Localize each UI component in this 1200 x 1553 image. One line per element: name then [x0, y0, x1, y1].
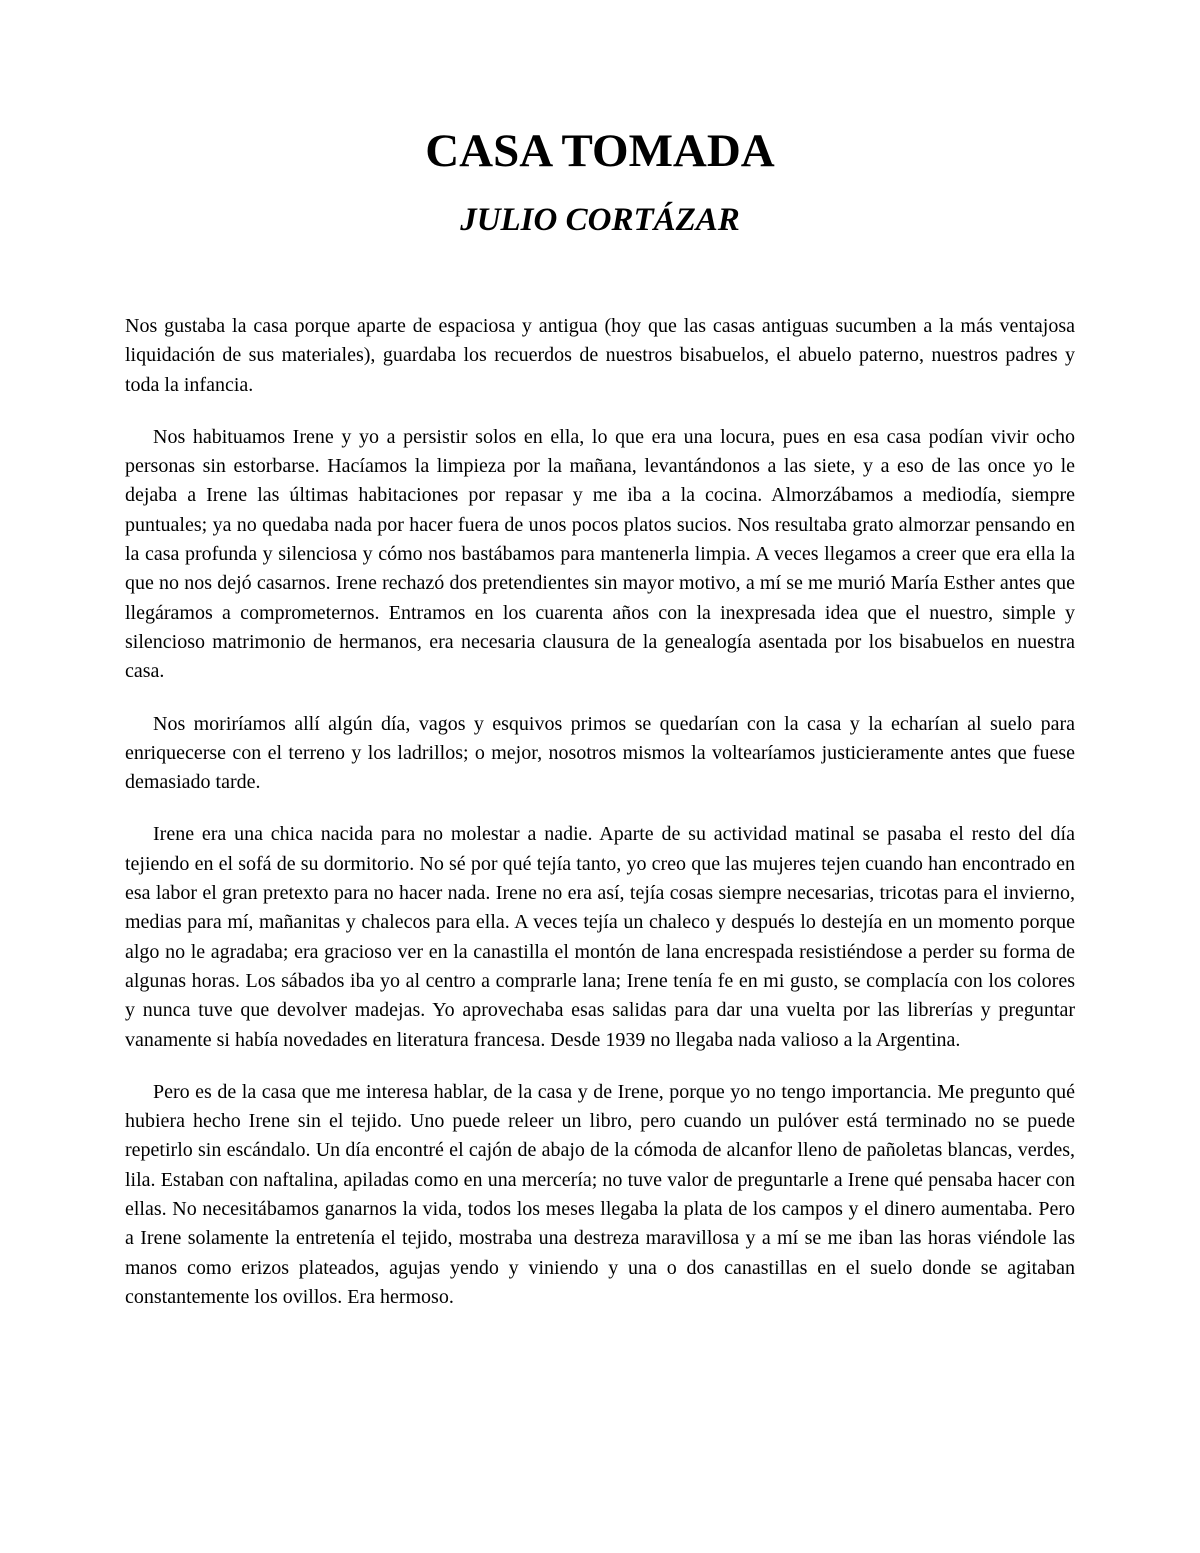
paragraph-5: Pero es de la casa que me interesa hablar, de la casa y de Irene, porque yo no tengo importancia. Me pregunto qué hubiera hecho Irene sin el tejido. Uno puede releer un libro, pero cuando un pulóver está terminado no se puede repetirlo sin escándalo. Un día encontré el cajón de abajo de la cómoda de alcanfor lleno de pañoletas blancas, verdes, lila. Estaban con naftalina, apiladas como en una mercería; no tuve valor de preguntarle a Irene qué pensaba hacer con ellas. No necesitábamos ganarnos la vida, todos los meses llegaba la plata de los campos y el dinero aumentaba. Pero a Irene solamente la entretenía el tejido, mostraba una destreza maravillosa y a mí se me iban las horas viéndole las manos como erizos plateados, agujas yendo y viniendo y una o dos canastillas en el suelo donde se agitaban constantemente los ovillos. Era hermoso. [125, 1080, 1075, 1308]
paragraph-4: Irene era una chica nacida para no molestar a nadie. Aparte de su actividad matinal se pasaba el resto del día tejiendo en el sofá de su dormitorio. No sé por qué tejía tanto, yo creo que las mujeres tejen cuando han encontrado en esa labor el gran pretexto para no hacer nada. Irene no era así, tejía cosas siempre necesarias, tricotas para el invierno, medias para mí, mañanitas y chalecos para ella. A veces tejía un chaleco y después lo destejía en un momento porque algo no le agradaba; era gracioso ver en la canastilla el montón de lana encrespada resistiéndose a perder su forma de algunas horas. Los sábados iba yo al centro a comprarle lana; Irene tenía fe en mi gusto, se complacía con los colores y nunca tuve que devolver madejas. Yo aprovechaba esas salidas para dar una vuelta por las librerías y preguntar vanamente si había novedades en literatura francesa. Desde 1939 no llegaba nada valioso a la Argentina. [125, 823, 1075, 1051]
document-author: JULIO CORTÁZAR [460, 202, 740, 238]
document-body [125, 312, 1075, 1335]
paragraph-1: Nos gustaba la casa porque aparte de espaciosa y antigua (hoy que las casas antiguas sucumben a la más ventajosa liquidación de sus materiales), guardaba los recuerdos de nuestros bisabuelos, el abuelo paterno, nuestros padres y toda la infancia. [125, 315, 1075, 396]
paragraph-3: Nos moriríamos allí algún día, vagos y esquivos primos se quedarían con la casa y la echarían al suelo para enriquecerse con el terreno y los ladrillos; o mejor, nosotros mismos la voltearíamos justicieramente antes que fuese demasiado tarde. [125, 712, 1075, 794]
paragraph-2: Nos habituamos Irene y yo a persistir solos en ella, lo que era una locura, pues en esa casa podían vivir ocho personas sin estorbarse. Hacíamos la limpieza por la mañana, levantándonos a las siete, y a eso de las once yo le dejaba a Irene las últimas habitaciones por repasar y me iba a la cocina. Almorzábamos a mediodía, siempre puntuales; ya no quedaba nada por hacer fuera de unos pocos platos sucios. Nos resultaba grato almorzar pensando en la casa profunda y silenciosa y cómo nos bastábamos para mantenerla limpia. A veces llegamos a creer que era ella la que no nos dejó casarnos. Irene rechazó dos pretendientes sin mayor motivo, a mí se me murió María Esther antes que llegáramos a comprometernos. Entramos en los cuarenta años con la inexpresada idea que el nuestro, simple y silencioso matrimonio de hermanos, era necesaria clausura de la genealogía asentada por los bisabuelos en nuestra casa. [125, 425, 1075, 683]
document-title: CASA TOMADA [425, 125, 775, 177]
